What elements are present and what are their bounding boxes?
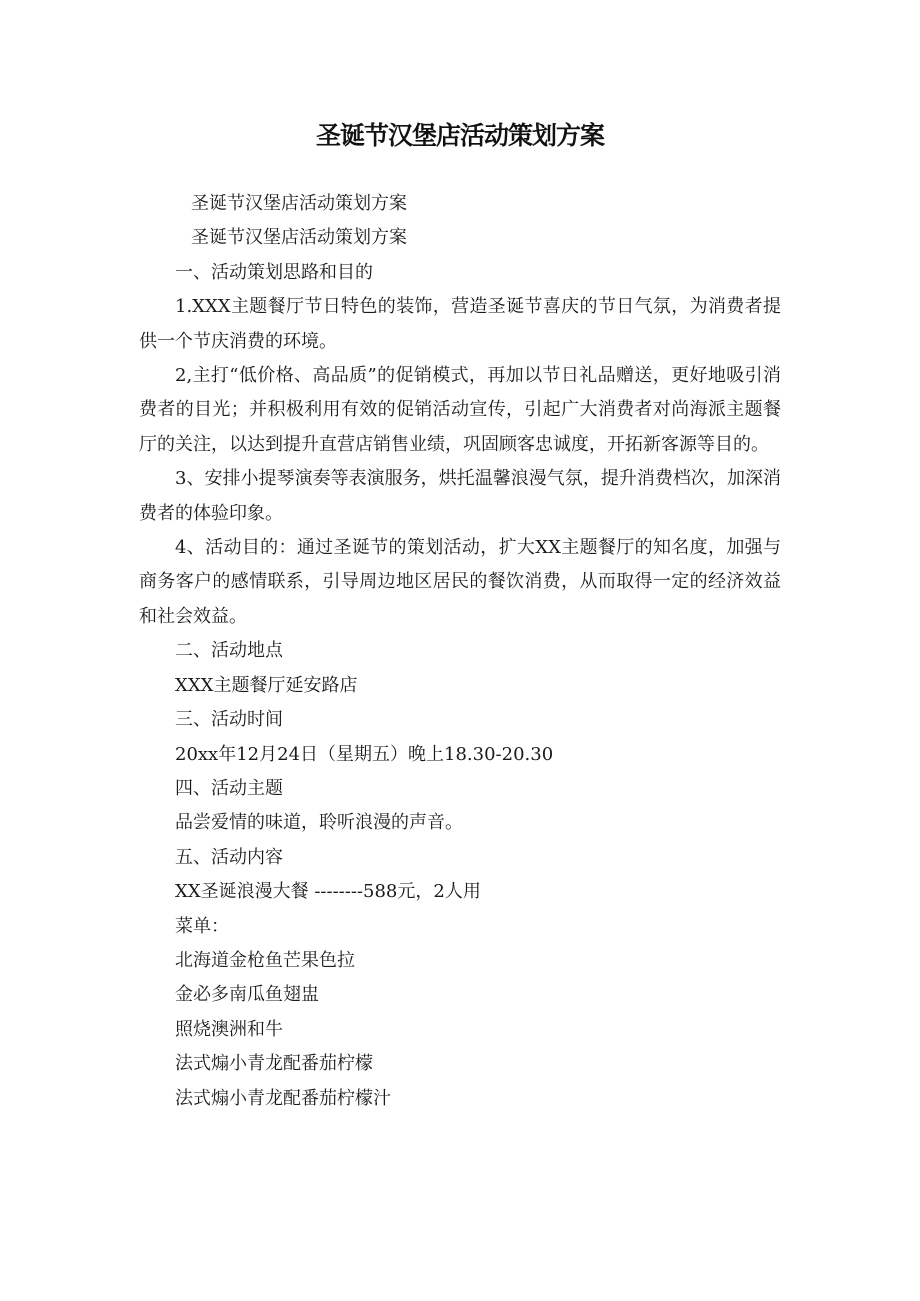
menu-item: 法式煽小青龙配番茄柠檬 xyxy=(175,1053,373,1075)
menu-item: 北海道金枪鱼芒果色拉 xyxy=(175,949,355,971)
menu-item: 金必多南瓜鱼翅盅 xyxy=(175,984,319,1006)
section-heading-location: 二、活动地点 xyxy=(175,640,283,662)
document-body xyxy=(139,187,781,1116)
paragraph-item-2: 2,主打“低价格、高品质”的促销模式，再加以节日礼品赠送，更好地吸引消费者的目光；并积极利用有效的促销活动宣传，引起广大消费者对尚海派主题餐厅的关注，以达到提升直营店销售业绩，巩固顾客忠诚度，开拓新客源等目的。 xyxy=(139,365,781,455)
menu-label: 菜单： xyxy=(175,915,229,937)
menu-item: 照烧澳洲和牛 xyxy=(175,1018,283,1040)
section-heading-time: 三、活动时间 xyxy=(175,709,283,731)
section-heading-goals: 一、活动策划思路和目的 xyxy=(175,261,373,283)
subtitle-line: 圣诞节汉堡店活动策划方案 xyxy=(191,193,407,214)
section-heading-theme: 四、活动主题 xyxy=(175,777,283,799)
paragraph-item-3: 3、安排小提琴演奏等表演服务，烘托温馨浪漫气氛，提升消费档次，加深消费者的体验印象。 xyxy=(139,468,781,524)
menu-item: 法式煽小青龙配番茄柠檬汁 xyxy=(175,1087,391,1109)
theme-text: 品尝爱情的味道，聆听浪漫的声音。 xyxy=(175,812,463,834)
package-text: XX圣诞浪漫大餐 --------588元，2人用 xyxy=(175,881,481,903)
location-text: XXX主题餐厅延安路店 xyxy=(175,674,358,696)
document-title: 圣诞节汉堡店活动策划方案 xyxy=(315,121,604,150)
time-text: 20xx年12月24日（星期五）晚上18.30-20.30 xyxy=(175,743,554,765)
paragraph-item-1: 1.XXX主题餐厅节日特色的装饰，营造圣诞节喜庆的节日气氛，为消费者提供一个节庆消费的环境。 xyxy=(139,296,781,352)
subtitle-line: 圣诞节汉堡店活动策划方案 xyxy=(191,227,407,249)
paragraph-item-4: 4、活动目的：通过圣诞节的策划活动，扩大XX主题餐厅的知名度，加强与商务客户的感情联系，引导周边地区居民的餐饮消费，从而取得一定的经济效益和社会效益。 xyxy=(139,537,781,627)
section-heading-content: 五、活动内容 xyxy=(175,846,283,868)
